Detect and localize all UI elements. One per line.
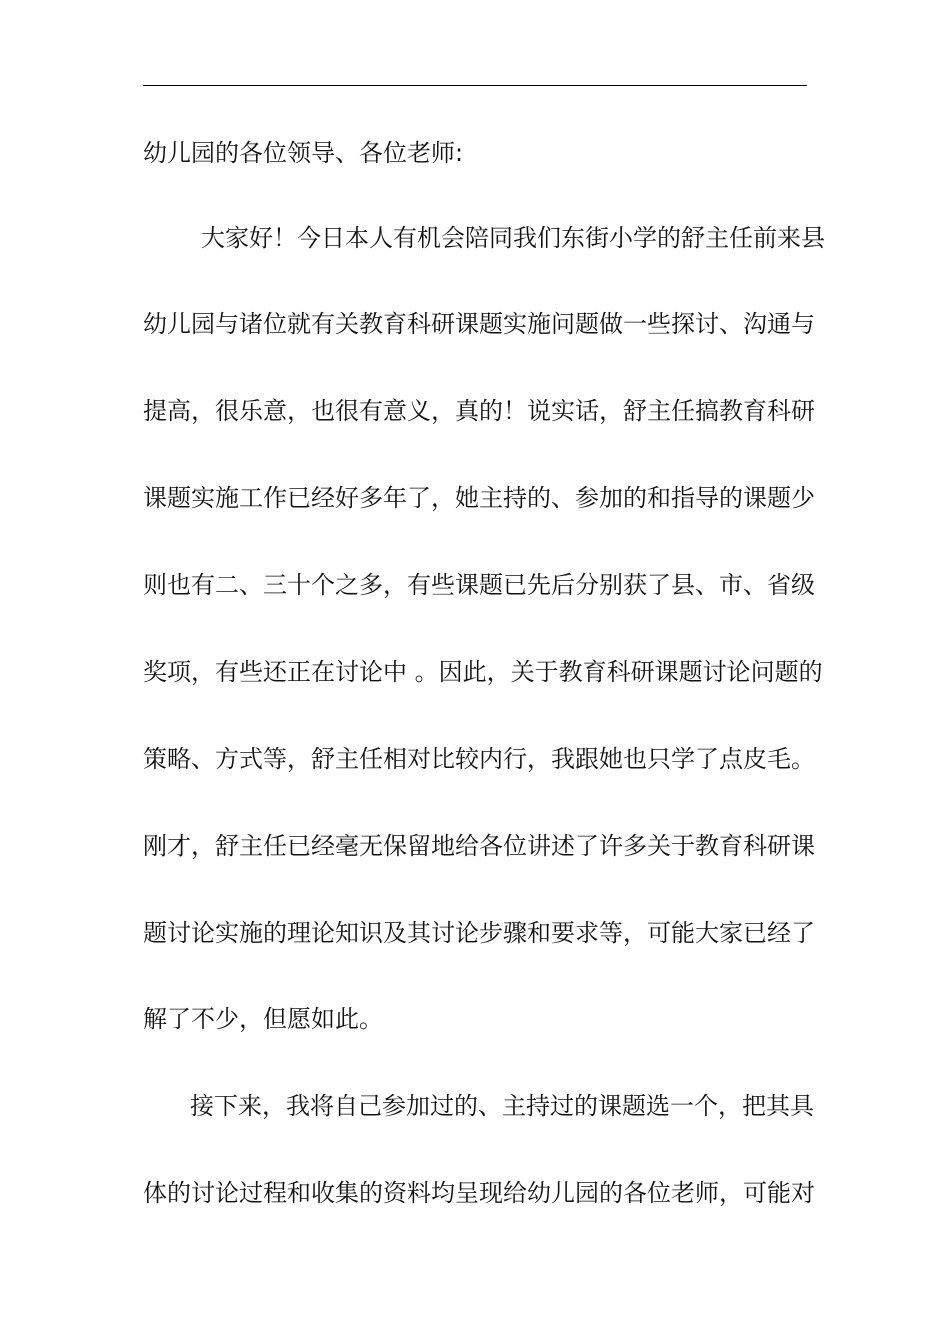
header-rule <box>143 85 807 86</box>
text-line: 刚才，舒主任已经毫无保留地给各位讲述了许多关于教育科研课 <box>143 832 815 860</box>
text-line: 大家好！今日本人有机会陪同我们东街小学的舒主任前来县 <box>201 224 825 252</box>
text-line: 幼儿园与诸位就有关教育科研课题实施问题做一些探讨、沟通与 <box>143 310 815 338</box>
text-line: 则也有二、三十个之多，有些课题已先后分别获了县、市、省级 <box>143 571 815 599</box>
text-line-salutation: 幼儿园的各位领导、各位老师: <box>143 139 464 167</box>
text-line: 接下来，我将自己参加过的、主持过的课题选一个，把其具 <box>190 1092 814 1120</box>
text-line: 解了不少，但愿如此。 <box>143 1005 383 1033</box>
text-line: 提高，很乐意，也很有意义，真的！说实话，舒主任搞教育科研 <box>143 397 815 425</box>
text-line: 奖项，有些还正在讨论中 。因此，关于教育科研课题讨论问题的 <box>143 658 823 686</box>
text-line: 课题实施工作已经好多年了，她主持的、参加的和指导的课题少 <box>143 484 815 512</box>
text-line: 体的讨论过程和收集的资料均呈现给幼儿园的各位老师，可能对 <box>143 1179 815 1207</box>
text-line: 题讨论实施的理论知识及其讨论步骤和要求等，可能大家已经了 <box>143 919 815 947</box>
text-line: 策略、方式等，舒主任相对比较内行，我跟她也只学了点皮毛。 <box>143 745 815 773</box>
